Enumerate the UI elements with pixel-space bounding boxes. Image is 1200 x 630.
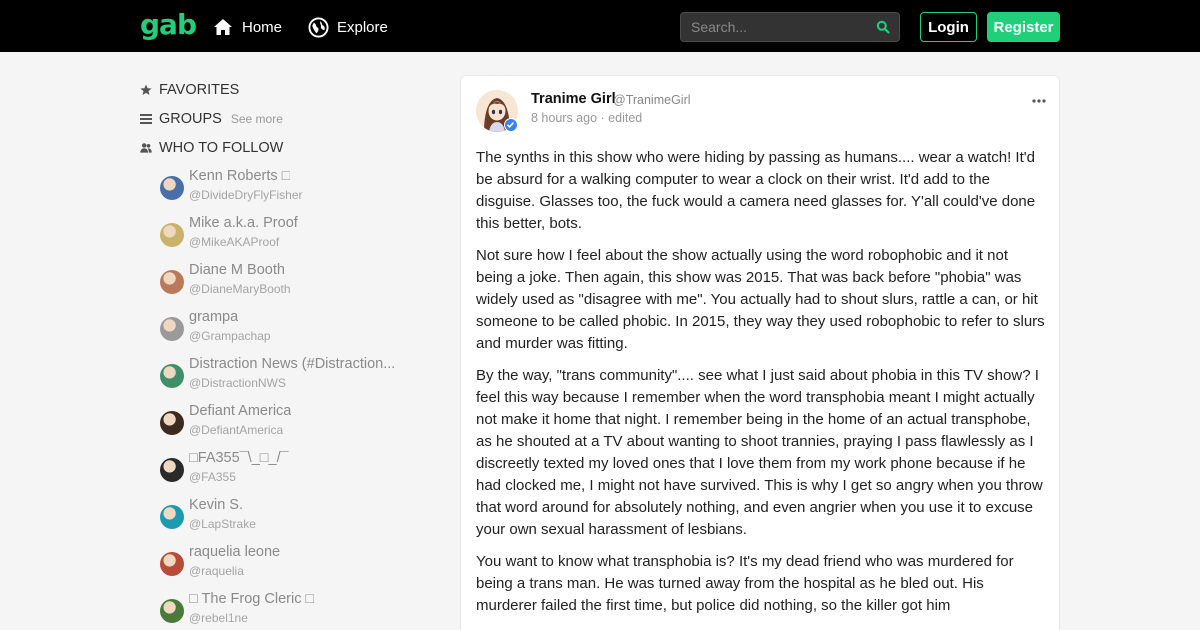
nav-explore-label: Explore (337, 18, 388, 36)
follow-name[interactable]: Distraction News (#Distraction... (189, 356, 396, 372)
who-to-follow-label: WHO TO FOLLOW (159, 140, 284, 156)
follow-suggestion[interactable] (160, 215, 410, 257)
follow-suggestion[interactable] (160, 356, 410, 398)
follow-suggestion[interactable] (160, 591, 410, 630)
post-time[interactable]: 8 hours ago (531, 111, 598, 125)
post-paragraph: The synths in this show who were hiding by passing as humans.... wear a watch! It'd be absurd for a walking computer to wear a clock on their wrist. It'd add to the disguise. Glasses too, the fuck would a camera need glasses for. Y'all could've done this better, bots. (476, 149, 1036, 232)
follow-handle[interactable]: @LapStrake (189, 517, 256, 531)
follow-name[interactable]: Kevin S. (189, 497, 243, 513)
register-button[interactable]: Register (987, 12, 1060, 42)
nav-home-label: Home (242, 18, 283, 36)
follow-handle[interactable]: @DistractionNWS (189, 376, 286, 390)
follow-name[interactable]: □FA355¯\_□_/¯ (189, 450, 289, 466)
avatar[interactable] (160, 505, 184, 529)
nav-home[interactable] (212, 14, 282, 40)
star-icon (140, 84, 152, 96)
avatar[interactable] (160, 176, 184, 200)
follow-suggestion[interactable] (160, 262, 410, 304)
follow-name[interactable]: grampa (189, 309, 239, 325)
avatar[interactable] (160, 411, 184, 435)
nav-explore[interactable] (307, 14, 388, 40)
users-icon (140, 142, 152, 154)
follow-name[interactable]: raquelia leone (189, 544, 281, 560)
login-button[interactable]: Login (920, 12, 977, 42)
post-author-name[interactable]: Tranime Girl (531, 91, 616, 107)
follow-handle[interactable]: @FA355 (189, 470, 236, 484)
post-author-handle[interactable]: @TranimeGirl (613, 93, 691, 107)
follow-suggestion[interactable] (160, 544, 410, 586)
post-edited-label[interactable]: edited (608, 111, 643, 125)
avatar[interactable] (160, 317, 184, 341)
more-options-icon[interactable] (1031, 94, 1047, 108)
follow-handle[interactable]: @DefiantAmerica (189, 423, 284, 437)
post-card (460, 75, 1060, 630)
avatar[interactable] (160, 599, 184, 623)
follow-name[interactable]: □ The Frog Cleric □ (189, 591, 315, 607)
follow-suggestion[interactable] (160, 450, 410, 492)
verified-badge-icon (504, 118, 518, 132)
post-paragraph: You want to know what transphobia is? It's my dead friend who was murdered for being a trans man. He was turned away from the hospital as he bled out. His murderer failed the first time, but police did nothing, so the killer got him (476, 553, 1014, 614)
post-paragraph: Not sure how I feel about the show actually using the word robophobic and it not being a joke. Then again, this show was 2015. That was back before "phobia" was widely used as "disagree with me". You actually had to shout slurs, rattle a can, or hit someone to be called phobic. In 2015, they way they used robophobic to refer to slurs and murder was fitting. (476, 247, 1045, 352)
follow-handle[interactable]: @raquelia (189, 564, 244, 578)
gab-logo[interactable]: gab (140, 8, 196, 41)
search-icon[interactable] (876, 20, 890, 34)
post-paragraph: By the way, "trans community".... see what I just said about phobia in this TV show? I feel this way because I remember when the word transphobia meant I might actually not make it home that night. I remember being in the home of an actual transphobe, as he shouted at a TV about wanting to shoot trannies, praying I pass flawlessly as I discreetly texted my loved ones that I love them from my work phone because if he had clocked me, I might not have survived. This is why I get so angry when you throw that word around for absolutely nothing, and even angrier when you use it to excuse your own sexual harassment of lesbians. (476, 367, 1043, 538)
follow-handle[interactable]: @DianeMaryBooth (189, 282, 291, 296)
sidebar-who-to-follow (140, 138, 283, 158)
follow-suggestion[interactable] (160, 309, 410, 351)
follow-suggestion[interactable] (160, 168, 410, 210)
list-icon (140, 113, 152, 125)
follow-handle[interactable]: @Grampachap (189, 329, 271, 343)
search-box (680, 12, 900, 42)
search-input[interactable] (691, 13, 871, 41)
avatar[interactable] (160, 552, 184, 576)
top-navbar (0, 0, 1200, 52)
follow-handle[interactable]: @DivideDryFlyFisher (189, 188, 303, 202)
favorites-label: FAVORITES (159, 82, 240, 98)
follow-handle[interactable]: @rebel1ne (189, 611, 248, 625)
follow-name[interactable]: Defiant America (189, 403, 292, 419)
avatar[interactable] (160, 458, 184, 482)
groups-see-more-link[interactable]: See more (230, 112, 283, 126)
post-body (476, 147, 1046, 627)
sidebar-favorites[interactable] (140, 80, 239, 100)
follow-name[interactable]: Kenn Roberts □ (189, 168, 291, 184)
follow-name[interactable]: Diane M Booth (189, 262, 285, 278)
follow-name[interactable]: Mike a.k.a. Proof (189, 215, 298, 231)
follow-handle[interactable]: @MikeAKAProof (189, 235, 280, 249)
home-icon (212, 16, 234, 38)
avatar[interactable] (160, 270, 184, 294)
follow-suggestion[interactable] (160, 497, 410, 539)
post-author-avatar[interactable] (476, 90, 518, 132)
post-timestamp (531, 111, 642, 125)
sidebar-groups[interactable] (140, 109, 283, 129)
post-separator: · (600, 111, 605, 125)
follow-suggestion[interactable] (160, 403, 410, 445)
globe-icon (307, 16, 329, 38)
groups-label: GROUPS (159, 111, 222, 127)
avatar[interactable] (160, 364, 184, 388)
avatar[interactable] (160, 223, 184, 247)
